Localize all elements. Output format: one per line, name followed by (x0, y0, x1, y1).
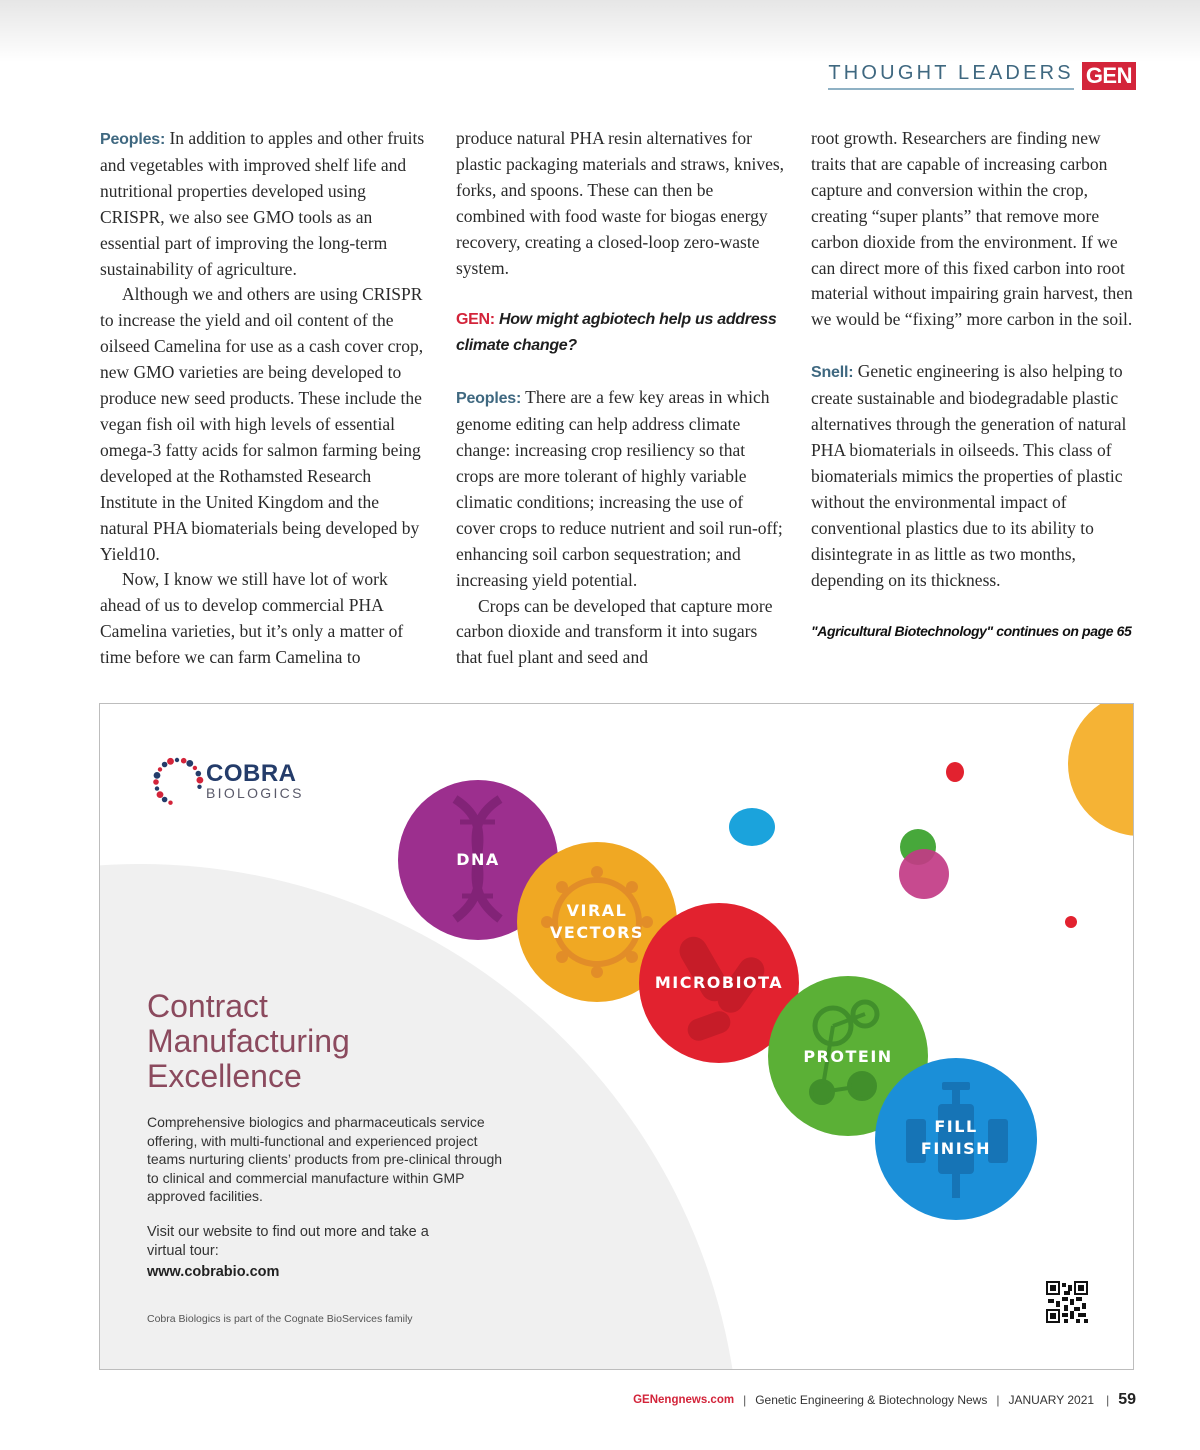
decorative-blob (1065, 916, 1077, 928)
interview-question (456, 307, 786, 359)
speaker-label: Peoples: (456, 390, 522, 408)
paragraph: Although we and others are using CRISPR to increase the yield and oil content of the oilseed Camelina for use as a cash cover crop, new GMO varieties are being developed to produce new seed products. These include the vegan fish oil with high levels of essential omega-3 fatty acids for salmon farming being developed at the Rothamsted Research Institute in the United Kingdom and the natural PHA biomaterials being developed by Yield10. (100, 284, 424, 564)
headline-line: Manufacturing (147, 1023, 350, 1059)
continued-note: "Agricultural Biotechnology" continues on page 65 (811, 623, 1132, 640)
footer-issue: JANUARY 2021 (1008, 1393, 1095, 1407)
advertisement[interactable] (99, 703, 1134, 1370)
article-column-3 (811, 126, 1137, 645)
paragraph-text: Genetic engineering is also helping to create sustainable and biodegradable plastic alternatives through the generation of natural PHA biomaterials in oilseeds. This class of biomaterials mimics the properties of plastic without the environmental impact of conventional plastics due to its ability to disintegrate in as little as two months, depending on its thickness. (811, 361, 1127, 590)
decorative-blob (899, 849, 949, 899)
paragraph (811, 359, 1137, 593)
section-label: THOUGHT LEADERS (828, 62, 1073, 90)
speaker-label: Snell: (811, 364, 854, 382)
paragraph: root growth. Researchers are finding new traits that are capable of increasing carbon capture and conversion within the crop, creating “super plants” that remove more carbon dioxide from the environment. If we can direct more of this fixed carbon into root material without impairing grain harvest, then we would be “fixing” more carbon in the soil. (811, 128, 1133, 330)
page-top-shade (0, 0, 1200, 62)
section-header (828, 62, 1136, 90)
footer-separator: | (996, 1393, 1000, 1407)
footer-publication: Genetic Engineering & Biotechnology News (755, 1393, 988, 1407)
decorative-blob (1068, 704, 1134, 836)
ad-fine-print: Cobra Biologics is part of the Cognate BioServices family (147, 1313, 413, 1325)
bubble-label-fill: FILL (934, 1117, 978, 1136)
paragraph: produce natural PHA resin alternatives for plastic packaging materials and straws, knives, forks, and spoons. These can then be combined with food waste for biogas energy recovery, creating a closed-loop zero-waste system. (456, 128, 785, 278)
brand-name: COBRA (206, 760, 297, 787)
bubble-label-viral: VIRAL (566, 901, 628, 920)
page-footer (633, 1391, 1136, 1409)
question-text: How might agbiotech help us address climate change? (456, 311, 777, 355)
bubble-label-finish: FINISH (920, 1139, 992, 1158)
ad-website-link[interactable]: www.cobrabio.com (147, 1264, 280, 1280)
bubble-label-dna: DNA (456, 850, 500, 869)
ad-headline (147, 989, 477, 1094)
footer-site-link[interactable]: GENengnews.com (633, 1394, 735, 1406)
article-column-1 (100, 126, 430, 671)
speaker-label: Peoples: (100, 131, 166, 148)
footer-separator: | (743, 1393, 747, 1407)
headline-line: Contract (147, 988, 268, 1024)
paragraph: Now, I know we still have lot of work ahead of us to develop commercial PHA Camelina varieties, but it’s only a matter of time before we can farm Camelina to (100, 569, 404, 668)
paragraph-text: There are a few key areas in which genome editing can help address climate change: increasing crop resiliency so that crops are more tolerant of highly variable climatic conditions; increasing the use of cover crops to reduce nutrient and soil run-off; enhancing soil carbon sequestration; and increasing yield potential. (456, 387, 783, 590)
bubble-label-protein: PROTEIN (803, 1047, 893, 1066)
article-column-2 (456, 126, 786, 671)
question-label: GEN: (456, 311, 495, 329)
bubble-label-microbiota: MICROBIOTA (654, 973, 784, 992)
qr-code-icon[interactable] (1046, 1281, 1088, 1323)
decorative-blob (729, 808, 775, 846)
headline-line: Excellence (147, 1058, 302, 1094)
decorative-blob (946, 762, 964, 782)
bubble-label-vectors: VECTORS (550, 923, 644, 942)
gen-logo: GEN (1082, 62, 1136, 90)
paragraph (456, 385, 786, 593)
footer-separator: | (1106, 1393, 1110, 1407)
brand-subtitle: BIOLOGICS (206, 785, 304, 801)
paragraph-text: In addition to apples and other fruits and vegetables with improved shelf life and nutritional properties developed using CRISPR, we also see GMO tools as an essential part of improving the long-term sustainability of agriculture. (100, 128, 425, 279)
paragraph (100, 126, 430, 282)
paragraph: Crops can be developed that capture more carbon dioxide and transform it into sugars that fuel plant and seed and (456, 595, 773, 668)
bubble-fill-finish (875, 1058, 1037, 1220)
ad-visit-text: Visit our website to find out more and take a virtual tour: (147, 1224, 429, 1259)
page-number: 59 (1118, 1391, 1136, 1408)
ad-body-text: Comprehensive biologics and pharmaceuticals service offering, with multi-functional and experienced project teams nurturing clients’ products from pre-clinical through to clinical and commercial manufacture within GMP approved facilities. (147, 1114, 503, 1205)
